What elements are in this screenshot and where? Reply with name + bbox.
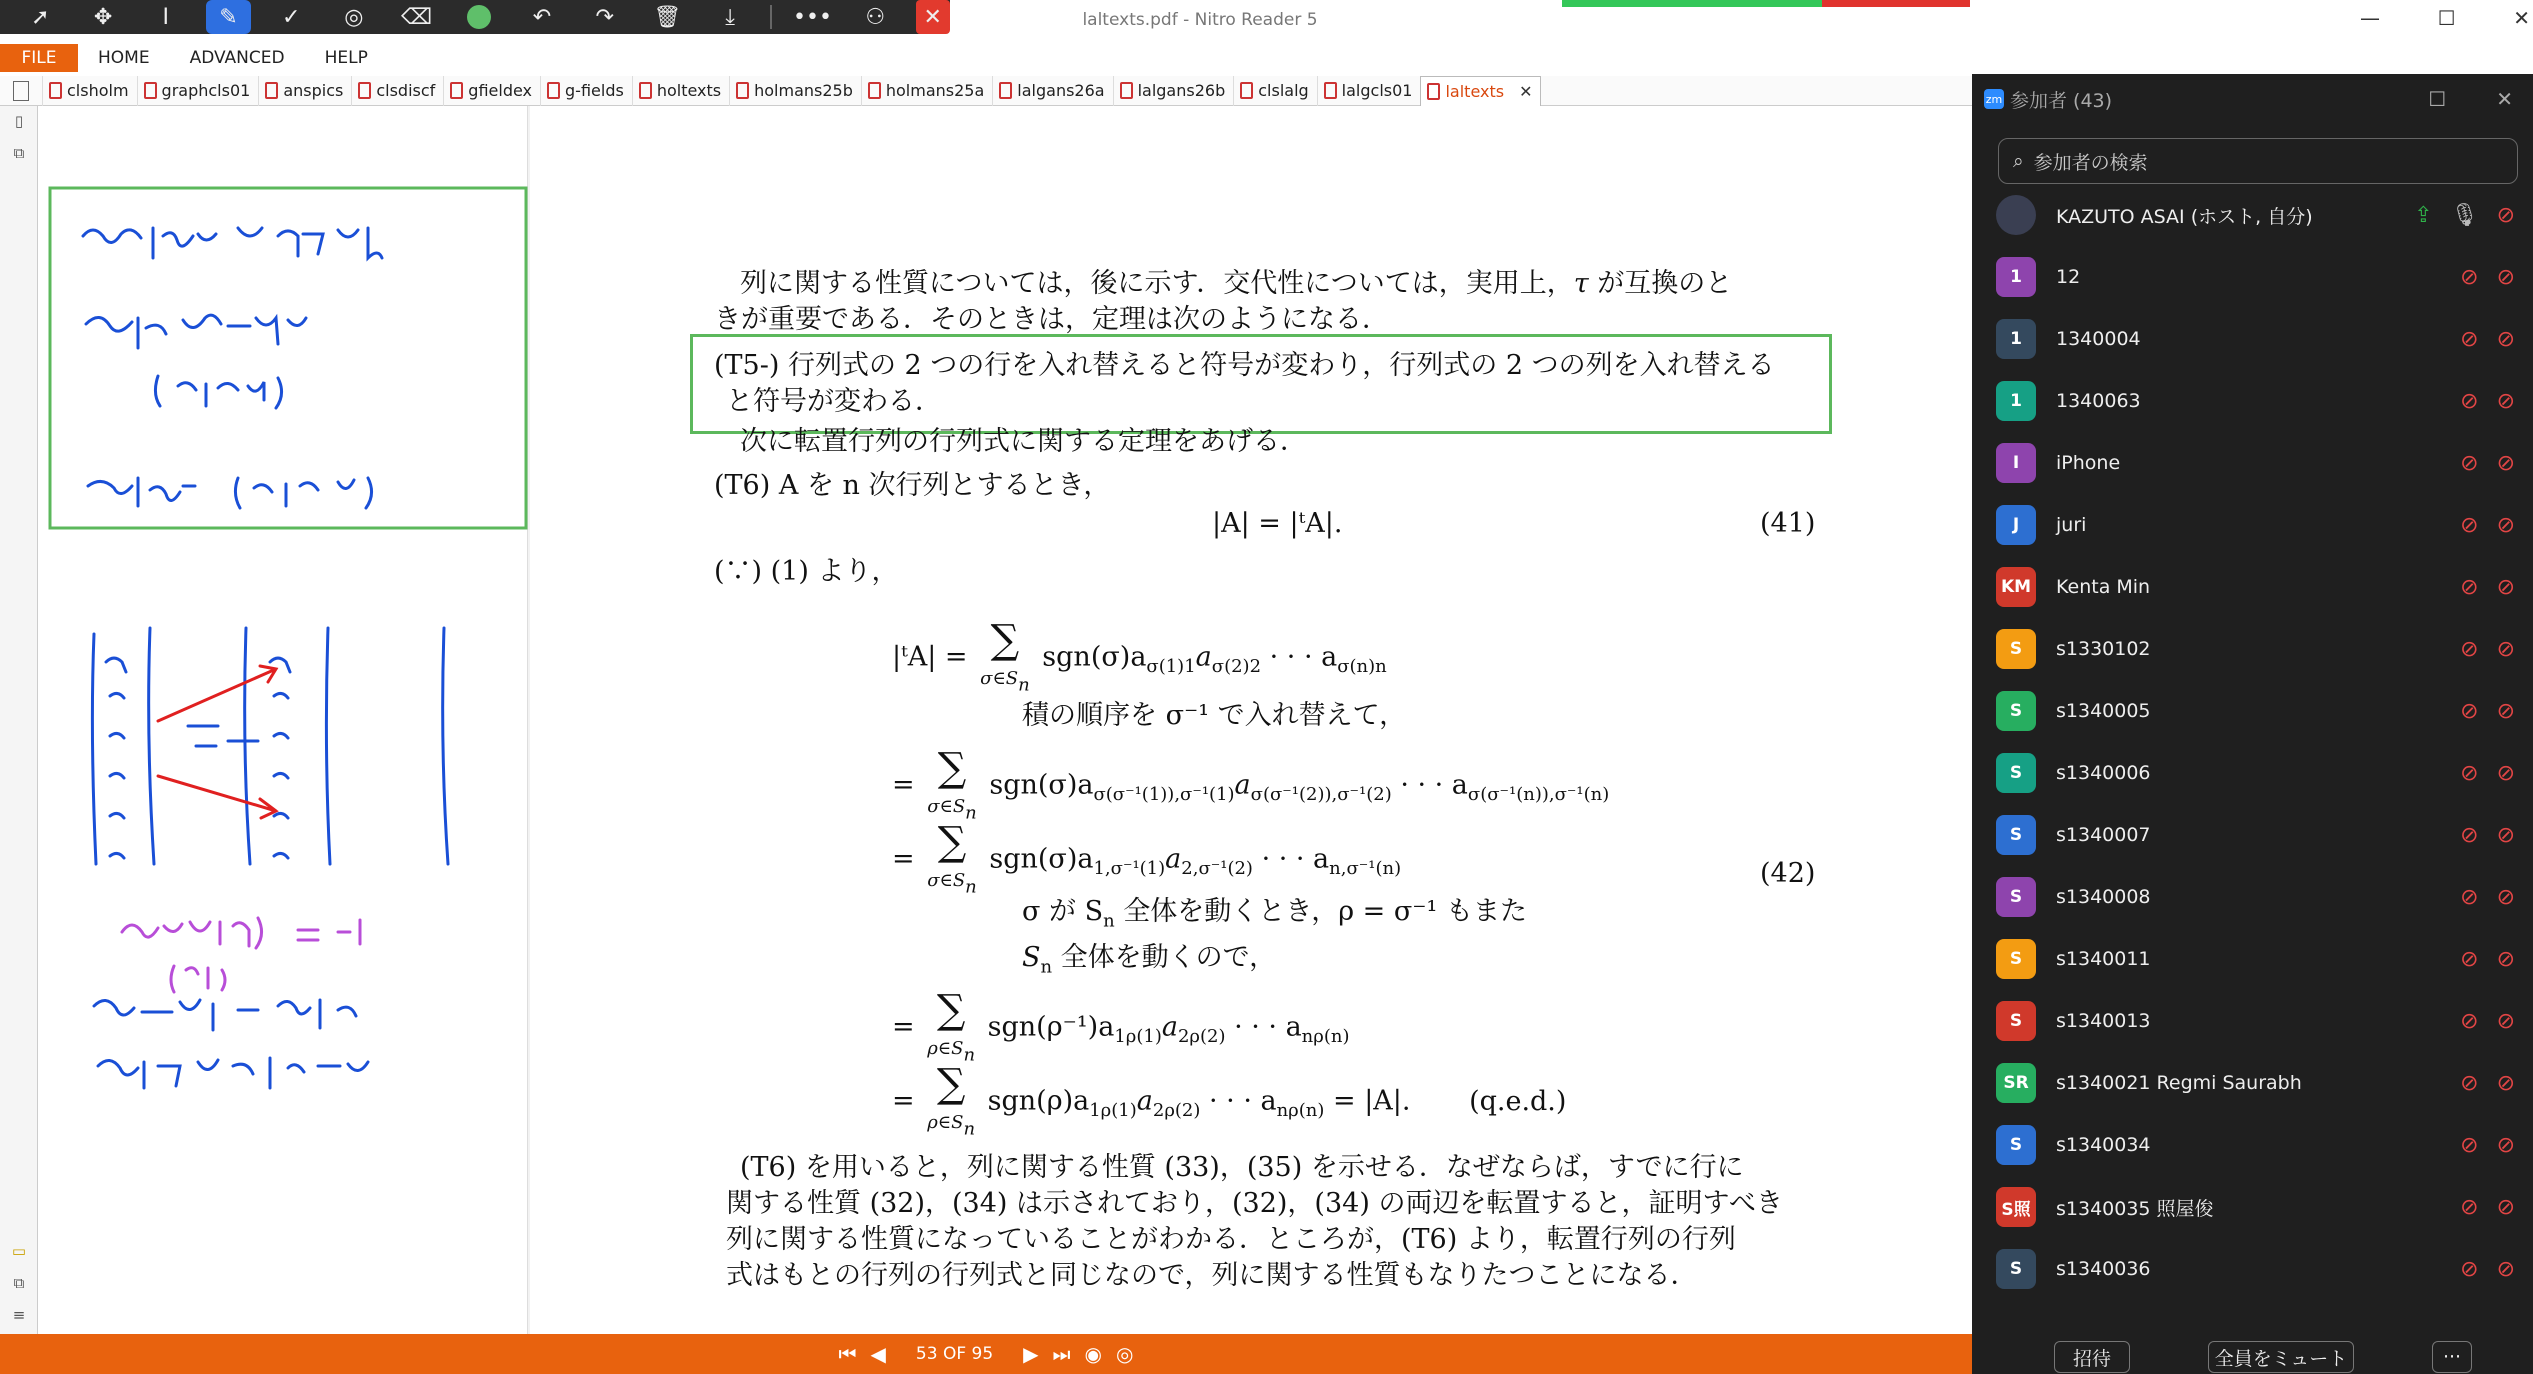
share-indicator-red[interactable]: [1822, 0, 1970, 7]
microphone-muted-icon[interactable]: ⊘: [2460, 1132, 2479, 1158]
participant-status-icons: [2460, 885, 2515, 910]
video-off-icon[interactable]: ⊘: [2496, 512, 2515, 538]
microphone-muted-icon[interactable]: ⊘: [2460, 264, 2479, 290]
participant-status-icons: [2460, 1257, 2515, 1282]
zoom-logo-icon: zm: [1984, 89, 2004, 109]
pdf-icon: [1324, 82, 1337, 99]
participant-row[interactable]: [1972, 1114, 2533, 1176]
equation-number: (42): [1760, 858, 1816, 889]
participant-status-icons: [2460, 575, 2515, 600]
spotlight-icon[interactable]: ◎: [344, 4, 364, 30]
participant-status-icons: [2460, 761, 2515, 786]
video-off-icon[interactable]: ⊘: [2496, 202, 2515, 228]
avatar: S: [1996, 815, 2036, 855]
video-off-icon[interactable]: ⊘: [2496, 450, 2515, 476]
participant-name: 12: [2056, 266, 2081, 288]
doc-tab[interactable]: lalgans26b: [1113, 76, 1234, 106]
text: (T6): [714, 470, 771, 501]
microphone-muted-icon[interactable]: ⊘: [2460, 1194, 2479, 1220]
proof-start: (∵) (1) より，: [714, 556, 899, 587]
participant-status-icons: [2460, 265, 2515, 290]
text: n: [963, 1118, 976, 1140]
toolbar-divider: [770, 5, 772, 29]
participant-name: iPhone: [2056, 452, 2121, 474]
microphone-icon[interactable]: 🎙: [2450, 202, 2479, 228]
text: 全体を動くとき，ρ = σ⁻¹ もまた: [1114, 896, 1527, 927]
text: 1ρ(1): [1114, 1025, 1162, 1047]
participant-row[interactable]: [1972, 184, 2533, 246]
sum-symbol: ∑: [990, 617, 1020, 663]
pdf-icon: [736, 82, 749, 99]
home-tab[interactable]: HOME: [98, 48, 150, 68]
video-off-icon[interactable]: ⊘: [2496, 822, 2515, 848]
participant-status-icons: [2460, 513, 2515, 538]
eraser-icon[interactable]: ⌫: [401, 4, 433, 30]
document-tabs: [0, 76, 1972, 106]
handwritten-notes: [38, 106, 528, 1334]
equation-41: |A| = |ᵗA|.: [1212, 508, 1343, 539]
text: 2ρ(2): [1177, 1025, 1226, 1047]
text: ρ∈S: [927, 1112, 964, 1133]
status-bar: [0, 1334, 1972, 1374]
text: a: [1165, 843, 1182, 875]
avatar: S: [1996, 939, 2036, 979]
pdf-icon: [144, 82, 157, 99]
text: 2ρ(2): [1152, 1099, 1201, 1121]
text: σ が S: [1022, 896, 1104, 927]
whiteboard-annotation-area[interactable]: [38, 106, 528, 1334]
text: n: [963, 1044, 976, 1066]
pdf-icon: [1427, 83, 1440, 100]
text: (q.e.d.): [1469, 1085, 1567, 1117]
doc-tab[interactable]: gfieldex: [443, 76, 540, 106]
pen-icon[interactable]: ✎: [206, 0, 251, 34]
proof-line-1: [892, 617, 1387, 696]
participant-status-icons: [2460, 327, 2515, 352]
sum-symbol: ∑: [936, 1061, 966, 1107]
equation-number: (41): [1760, 508, 1816, 539]
window-controls: [2360, 6, 2530, 30]
participant-name: s1330102: [2056, 638, 2151, 660]
popout-icon[interactable]: ☐: [2428, 87, 2447, 111]
participant-row[interactable]: [1972, 1238, 2533, 1300]
summation: [980, 617, 1030, 696]
summation: [927, 819, 977, 898]
participant-name: Kenta Min: [2056, 576, 2151, 598]
close-annotation-icon[interactable]: ✕: [916, 0, 950, 34]
text: a: [1234, 769, 1251, 801]
text: 1,σ⁻¹(1): [1093, 857, 1166, 879]
minimize-button[interactable]: —: [2360, 6, 2380, 30]
pdf-icon: [358, 82, 371, 99]
paragraph-line: 列に関する性質になっていることがわかる．ところが，(T6) より，転置行列の行列: [726, 1224, 1736, 1255]
text: sgn(ρ⁻¹)a: [987, 1011, 1115, 1043]
help-tab[interactable]: HELP: [324, 48, 368, 68]
color-picker-icon[interactable]: [457, 0, 502, 34]
text: a: [1136, 1085, 1153, 1117]
video-off-icon[interactable]: ⊘: [2496, 1008, 2515, 1034]
paragraph-line: きが重要である．そのときは，定理は次のようになる．: [714, 304, 1389, 335]
pdf-icon: [639, 82, 652, 99]
text: σ(2)2: [1211, 655, 1262, 677]
paragraph-line: 式はもとの行列の行列式と同じなので，列に関する性質もなりたつことになる．: [726, 1260, 1698, 1291]
pdf-page: [530, 106, 1972, 1334]
text: n: [1018, 674, 1030, 696]
video-off-icon[interactable]: ⊘: [2496, 264, 2515, 290]
microphone-muted-icon[interactable]: ⊘: [2460, 822, 2479, 848]
advanced-tab[interactable]: ADVANCED: [189, 48, 285, 68]
video-off-icon[interactable]: ⊘: [2496, 884, 2515, 910]
text: S: [1022, 942, 1041, 973]
text: 全体を動くので，: [1052, 942, 1277, 973]
avatar: SR: [1996, 1063, 2036, 1103]
participant-name: s1340005: [2056, 700, 2151, 722]
participant-name: KAZUTO ASAI (ホスト, 自分): [2056, 205, 2313, 228]
proof-note: [1022, 942, 1276, 978]
microphone-muted-icon[interactable]: ⊘: [2460, 512, 2479, 538]
pdf-icon: [49, 82, 62, 99]
microphone-muted-icon[interactable]: ⊘: [2460, 388, 2479, 414]
text: n: [1103, 910, 1115, 932]
video-off-icon[interactable]: ⊘: [2496, 946, 2515, 972]
participant-row[interactable]: [1972, 618, 2533, 680]
pdf-icon: [1120, 82, 1133, 99]
pdf-icon: [1240, 82, 1253, 99]
text: · · · a: [1261, 843, 1330, 875]
participant-name: s1340034: [2056, 1134, 2151, 1156]
theorem-t5-line1: (T5-) 行列式の 2 つの行を入れ替えると符号が変わり，行列式の 2 つの列を入れ替える: [714, 350, 1775, 381]
microphone-muted-icon[interactable]: ⊘: [2460, 760, 2479, 786]
text: a: [1161, 1011, 1178, 1043]
first-page-icon[interactable]: ⏮: [838, 1342, 857, 1366]
participant-name: s1340008: [2056, 886, 2151, 908]
participant-row[interactable]: [1972, 556, 2533, 618]
participant-status-icons: [2414, 203, 2515, 228]
participant-status-icons: [2460, 823, 2515, 848]
panel-header: [1972, 74, 2533, 124]
screen-share-icon: ⇪: [2414, 202, 2433, 228]
doc-tab[interactable]: holmans25b: [729, 76, 861, 106]
text: n: [1040, 956, 1053, 978]
participant-row[interactable]: [1972, 680, 2533, 742]
close-panel-icon[interactable]: ✕: [2496, 87, 2513, 111]
text: 2,σ⁻¹(2): [1181, 857, 1253, 879]
participant-search-input[interactable]: [1998, 138, 2518, 184]
sum-symbol: ∑: [937, 745, 967, 791]
participant-status-icons: [2460, 1071, 2515, 1096]
participant-row[interactable]: [1972, 432, 2533, 494]
participant-row[interactable]: [1972, 804, 2533, 866]
participant-status-icons: [2460, 389, 2515, 414]
theorem-t5-line2: と符号が変わる．: [726, 386, 942, 417]
maximize-button[interactable]: ☐: [2437, 6, 2456, 30]
doc-tab[interactable]: holtexts: [632, 76, 729, 106]
avatar: S: [1996, 1001, 2036, 1041]
doc-tab-active[interactable]: laltexts ✕: [1420, 76, 1541, 106]
video-off-icon[interactable]: ⊘: [2496, 760, 2515, 786]
microphone-muted-icon[interactable]: ⊘: [2460, 326, 2479, 352]
microphone-muted-icon[interactable]: ⊘: [2460, 574, 2479, 600]
text: σ∈S: [980, 668, 1019, 689]
pdf-icon: [999, 82, 1012, 99]
sum-symbol: ∑: [936, 987, 966, 1033]
participant-name: s1340036: [2056, 1258, 2151, 1280]
text: が互換のと: [1597, 268, 1733, 299]
video-off-icon[interactable]: ⊘: [2496, 1070, 2515, 1096]
video-off-icon[interactable]: ⊘: [2496, 574, 2515, 600]
proof-line-4: [892, 987, 1350, 1066]
text: nρ(n): [1276, 1099, 1325, 1121]
next-page-icon[interactable]: ▶: [1023, 1342, 1039, 1366]
last-page-icon[interactable]: ⏭: [1052, 1342, 1071, 1366]
video-off-icon[interactable]: ⊘: [2496, 1194, 2515, 1220]
avatar: [1996, 195, 2036, 235]
participant-row[interactable]: [1972, 1176, 2533, 1238]
doc-tab[interactable]: clslalg: [1233, 76, 1316, 106]
pdf-icon: [265, 82, 278, 99]
close-button[interactable]: ✕: [2513, 6, 2530, 30]
bookmarks-icon[interactable]: ⧉: [13, 144, 25, 162]
microphone-muted-icon[interactable]: ⊘: [2460, 636, 2479, 662]
pdf-icon: [868, 82, 881, 99]
participant-status-icons: [2460, 637, 2515, 662]
avatar: S: [1996, 629, 2036, 669]
text: n,σ⁻¹(n): [1329, 857, 1402, 879]
microphone-muted-icon[interactable]: ⊘: [2460, 450, 2479, 476]
window-title: laltexts.pdf - Nitro Reader 5: [1082, 10, 1318, 30]
text: =: [892, 1085, 915, 1117]
trash-icon[interactable]: 🗑: [653, 4, 682, 30]
paragraph-line: (T6) を用いると，列に関する性質 (33)，(35) を示せる．なぜならば，すでに行に: [740, 1152, 1744, 1183]
doc-tab[interactable]: g-fields: [540, 76, 632, 106]
proof-note: 積の順序を σ⁻¹ で入れ替えて，: [1022, 700, 1407, 731]
participant-name: s1340011: [2056, 948, 2151, 970]
text: σ(σ⁻¹(n)),σ⁻¹(n): [1467, 783, 1610, 805]
forward-view-icon[interactable]: ◎: [1116, 1342, 1134, 1366]
more-options-button[interactable]: ···: [2432, 1341, 2472, 1373]
share-indicator-green: [1562, 0, 1822, 7]
highlight-box: [690, 334, 1832, 434]
invite-button[interactable]: 招待: [2054, 1341, 2130, 1373]
attachments-icon[interactable]: ⧉: [13, 1274, 25, 1292]
avatar: S: [1996, 877, 2036, 917]
text: ρ∈S: [927, 1038, 964, 1059]
participant-status-icons: [2460, 1133, 2515, 1158]
text: σ(n)n: [1337, 655, 1387, 677]
panel-footer: [1972, 1340, 2533, 1374]
output-icon[interactable]: ≡: [12, 1306, 26, 1324]
summation: [927, 745, 977, 824]
text: 列に関する性質については，後に示す．交代性については，実用上，: [740, 268, 1574, 299]
text: =: [892, 769, 915, 801]
avatar: 1: [1996, 319, 2036, 359]
participant-name: s1340035 照屋俊: [2056, 1197, 2214, 1220]
participant-row[interactable]: [1972, 990, 2533, 1052]
microphone-muted-icon[interactable]: ⊘: [2460, 698, 2479, 724]
save-icon[interactable]: ⤓: [725, 4, 735, 30]
doc-tab[interactable]: clsholm: [42, 76, 137, 106]
text: · · · a: [1400, 769, 1468, 801]
paragraph-line: [740, 268, 1732, 300]
text: σ∈S: [927, 870, 966, 891]
participant-name: s1340021 Regmi Saurabh: [2056, 1072, 2302, 1094]
participant-row[interactable]: [1972, 866, 2533, 928]
microphone-muted-icon[interactable]: ⊘: [2460, 1256, 2479, 1282]
text-cursor-icon[interactable]: I: [162, 4, 169, 30]
previous-page-icon[interactable]: ◀: [870, 1342, 886, 1366]
microphone-muted-icon[interactable]: ⊘: [2460, 884, 2479, 910]
participant-name: s1340007: [2056, 824, 2151, 846]
proof-line-2: [892, 745, 1610, 824]
pdf-viewer[interactable]: [528, 106, 1972, 1334]
microphone-muted-icon[interactable]: ⊘: [2460, 1008, 2479, 1034]
search-placeholder: 参加者の検索: [2033, 151, 2148, 174]
participant-row[interactable]: [1972, 1052, 2533, 1114]
text: · · · a: [1209, 1085, 1277, 1117]
file-tab[interactable]: FILE: [0, 44, 78, 72]
text: n: [965, 802, 977, 824]
participant-row[interactable]: [1972, 494, 2533, 556]
redo-icon[interactable]: ↷: [595, 4, 614, 30]
annotation-toolbar: [0, 0, 950, 34]
doc-tab[interactable]: graphcls01: [137, 76, 259, 106]
text: =: [892, 843, 915, 875]
text: τ: [1573, 268, 1589, 299]
text: =: [892, 1011, 915, 1043]
doc-tab[interactable]: anspics: [258, 76, 351, 106]
text: = |A|.: [1324, 1085, 1411, 1117]
participant-row[interactable]: [1972, 308, 2533, 370]
video-off-icon[interactable]: ⊘: [2496, 1256, 2515, 1282]
text: sgn(σ)a: [989, 843, 1094, 875]
text: σ(1)1: [1146, 655, 1196, 677]
search-icon: ⌕: [2013, 150, 2024, 172]
text: a: [1195, 641, 1212, 673]
video-off-icon[interactable]: ⊘: [2496, 1132, 2515, 1158]
participant-name: 1340063: [2056, 390, 2141, 412]
text: 1ρ(1): [1089, 1099, 1137, 1121]
mute-all-button[interactable]: 全員をミュート: [2208, 1341, 2354, 1373]
participant-row[interactable]: [1972, 742, 2533, 804]
doc-tab[interactable]: clsdiscf: [351, 76, 443, 106]
video-off-icon[interactable]: ⊘: [2496, 698, 2515, 724]
participant-row[interactable]: [1972, 928, 2533, 990]
participant-status-icons: [2460, 1009, 2515, 1034]
participant-name: 1340004: [2056, 328, 2141, 350]
proof-note: [1022, 896, 1527, 932]
avatar: 1: [1996, 381, 2036, 421]
doc-tab[interactable]: holmans25a: [861, 76, 992, 106]
microphone-muted-icon[interactable]: ⊘: [2460, 1070, 2479, 1096]
summation: [927, 987, 976, 1066]
text: σ(σ⁻¹(2)),σ⁻¹(2): [1250, 783, 1392, 805]
theorem-t6: [714, 470, 1110, 502]
participant-name: juri: [2056, 514, 2087, 536]
video-off-icon[interactable]: ⊘: [2496, 326, 2515, 352]
request-control-icon[interactable]: ⚇: [865, 4, 886, 30]
proof-line-5: [892, 1061, 1567, 1140]
avatar: S: [1996, 753, 2036, 793]
back-view-icon[interactable]: ◉: [1084, 1342, 1102, 1366]
participant-status-icons: [2460, 947, 2515, 972]
pdf-icon: [547, 82, 560, 99]
avatar: S: [1996, 1249, 2036, 1289]
participant-name: s1340006: [2056, 762, 2151, 784]
text: σ∈S: [927, 796, 966, 817]
participant-status-icons: [2460, 1195, 2515, 1220]
comments-icon[interactable]: ▭: [11, 1242, 27, 1260]
microphone-muted-icon[interactable]: ⊘: [2460, 946, 2479, 972]
panel-controls: [2428, 87, 2513, 111]
participants-title: 参加者 (43): [2010, 89, 2113, 112]
avatar: S: [1996, 691, 2036, 731]
page-number[interactable]: 53 OF 95: [915, 1344, 994, 1364]
avatar: 1: [1996, 257, 2036, 297]
participant-name: s1340013: [2056, 1010, 2151, 1032]
avatar: J: [1996, 505, 2036, 545]
text: · · · a: [1269, 641, 1338, 673]
pages-icon[interactable]: ▯: [14, 112, 24, 130]
ribbon-menu: [0, 44, 1972, 72]
video-off-icon[interactable]: ⊘: [2496, 636, 2515, 662]
sum-symbol: ∑: [937, 819, 967, 865]
doc-tab[interactable]: lalgcls01: [1317, 76, 1421, 106]
left-side-panel-bar: [0, 106, 38, 1334]
participant-row[interactable]: [1972, 246, 2533, 308]
avatar: I: [1996, 443, 2036, 483]
checkmark-icon[interactable]: ✓: [281, 4, 301, 30]
new-document-icon[interactable]: [0, 81, 42, 101]
undo-icon[interactable]: ↶: [532, 4, 552, 30]
participant-status-icons: [2460, 451, 2515, 476]
proof-line-3: [892, 819, 1402, 898]
text: sgn(σ)a: [1042, 641, 1147, 673]
text: A を n 次行列とするとき，: [778, 470, 1111, 501]
participant-status-icons: [2460, 699, 2515, 724]
text: |ᵗA| =: [892, 641, 968, 673]
text: · · · a: [1234, 1011, 1302, 1043]
more-icon[interactable]: •••: [793, 4, 832, 30]
text: σ(σ⁻¹(1)),σ⁻¹(1): [1093, 783, 1235, 805]
paragraph-line: 次に転置行列の行列式に関する定理をあげる．: [740, 426, 1307, 457]
text: sgn(ρ)a: [987, 1085, 1090, 1117]
text: sgn(σ)a: [989, 769, 1094, 801]
text: nρ(n): [1301, 1025, 1350, 1047]
text: n: [965, 876, 977, 898]
participant-row[interactable]: [1972, 370, 2533, 432]
paragraph-line: 関する性質 (32)，(34) は示されており，(32)，(34) の両辺を転置すると，証明すべき: [726, 1188, 1783, 1219]
doc-tab[interactable]: lalgans26a: [992, 76, 1112, 106]
zoom-participants-panel: [1972, 74, 2533, 1374]
avatar: KM: [1996, 567, 2036, 607]
pointer-icon[interactable]: ➚: [31, 4, 50, 30]
move-icon[interactable]: ✥: [93, 4, 113, 30]
close-tab-icon[interactable]: ✕: [1519, 81, 1533, 101]
avatar: S: [1996, 1125, 2036, 1165]
avatar: S照: [1996, 1187, 2036, 1227]
video-off-icon[interactable]: ⊘: [2496, 388, 2515, 414]
pdf-icon: [450, 82, 463, 99]
summation: [927, 1061, 976, 1140]
